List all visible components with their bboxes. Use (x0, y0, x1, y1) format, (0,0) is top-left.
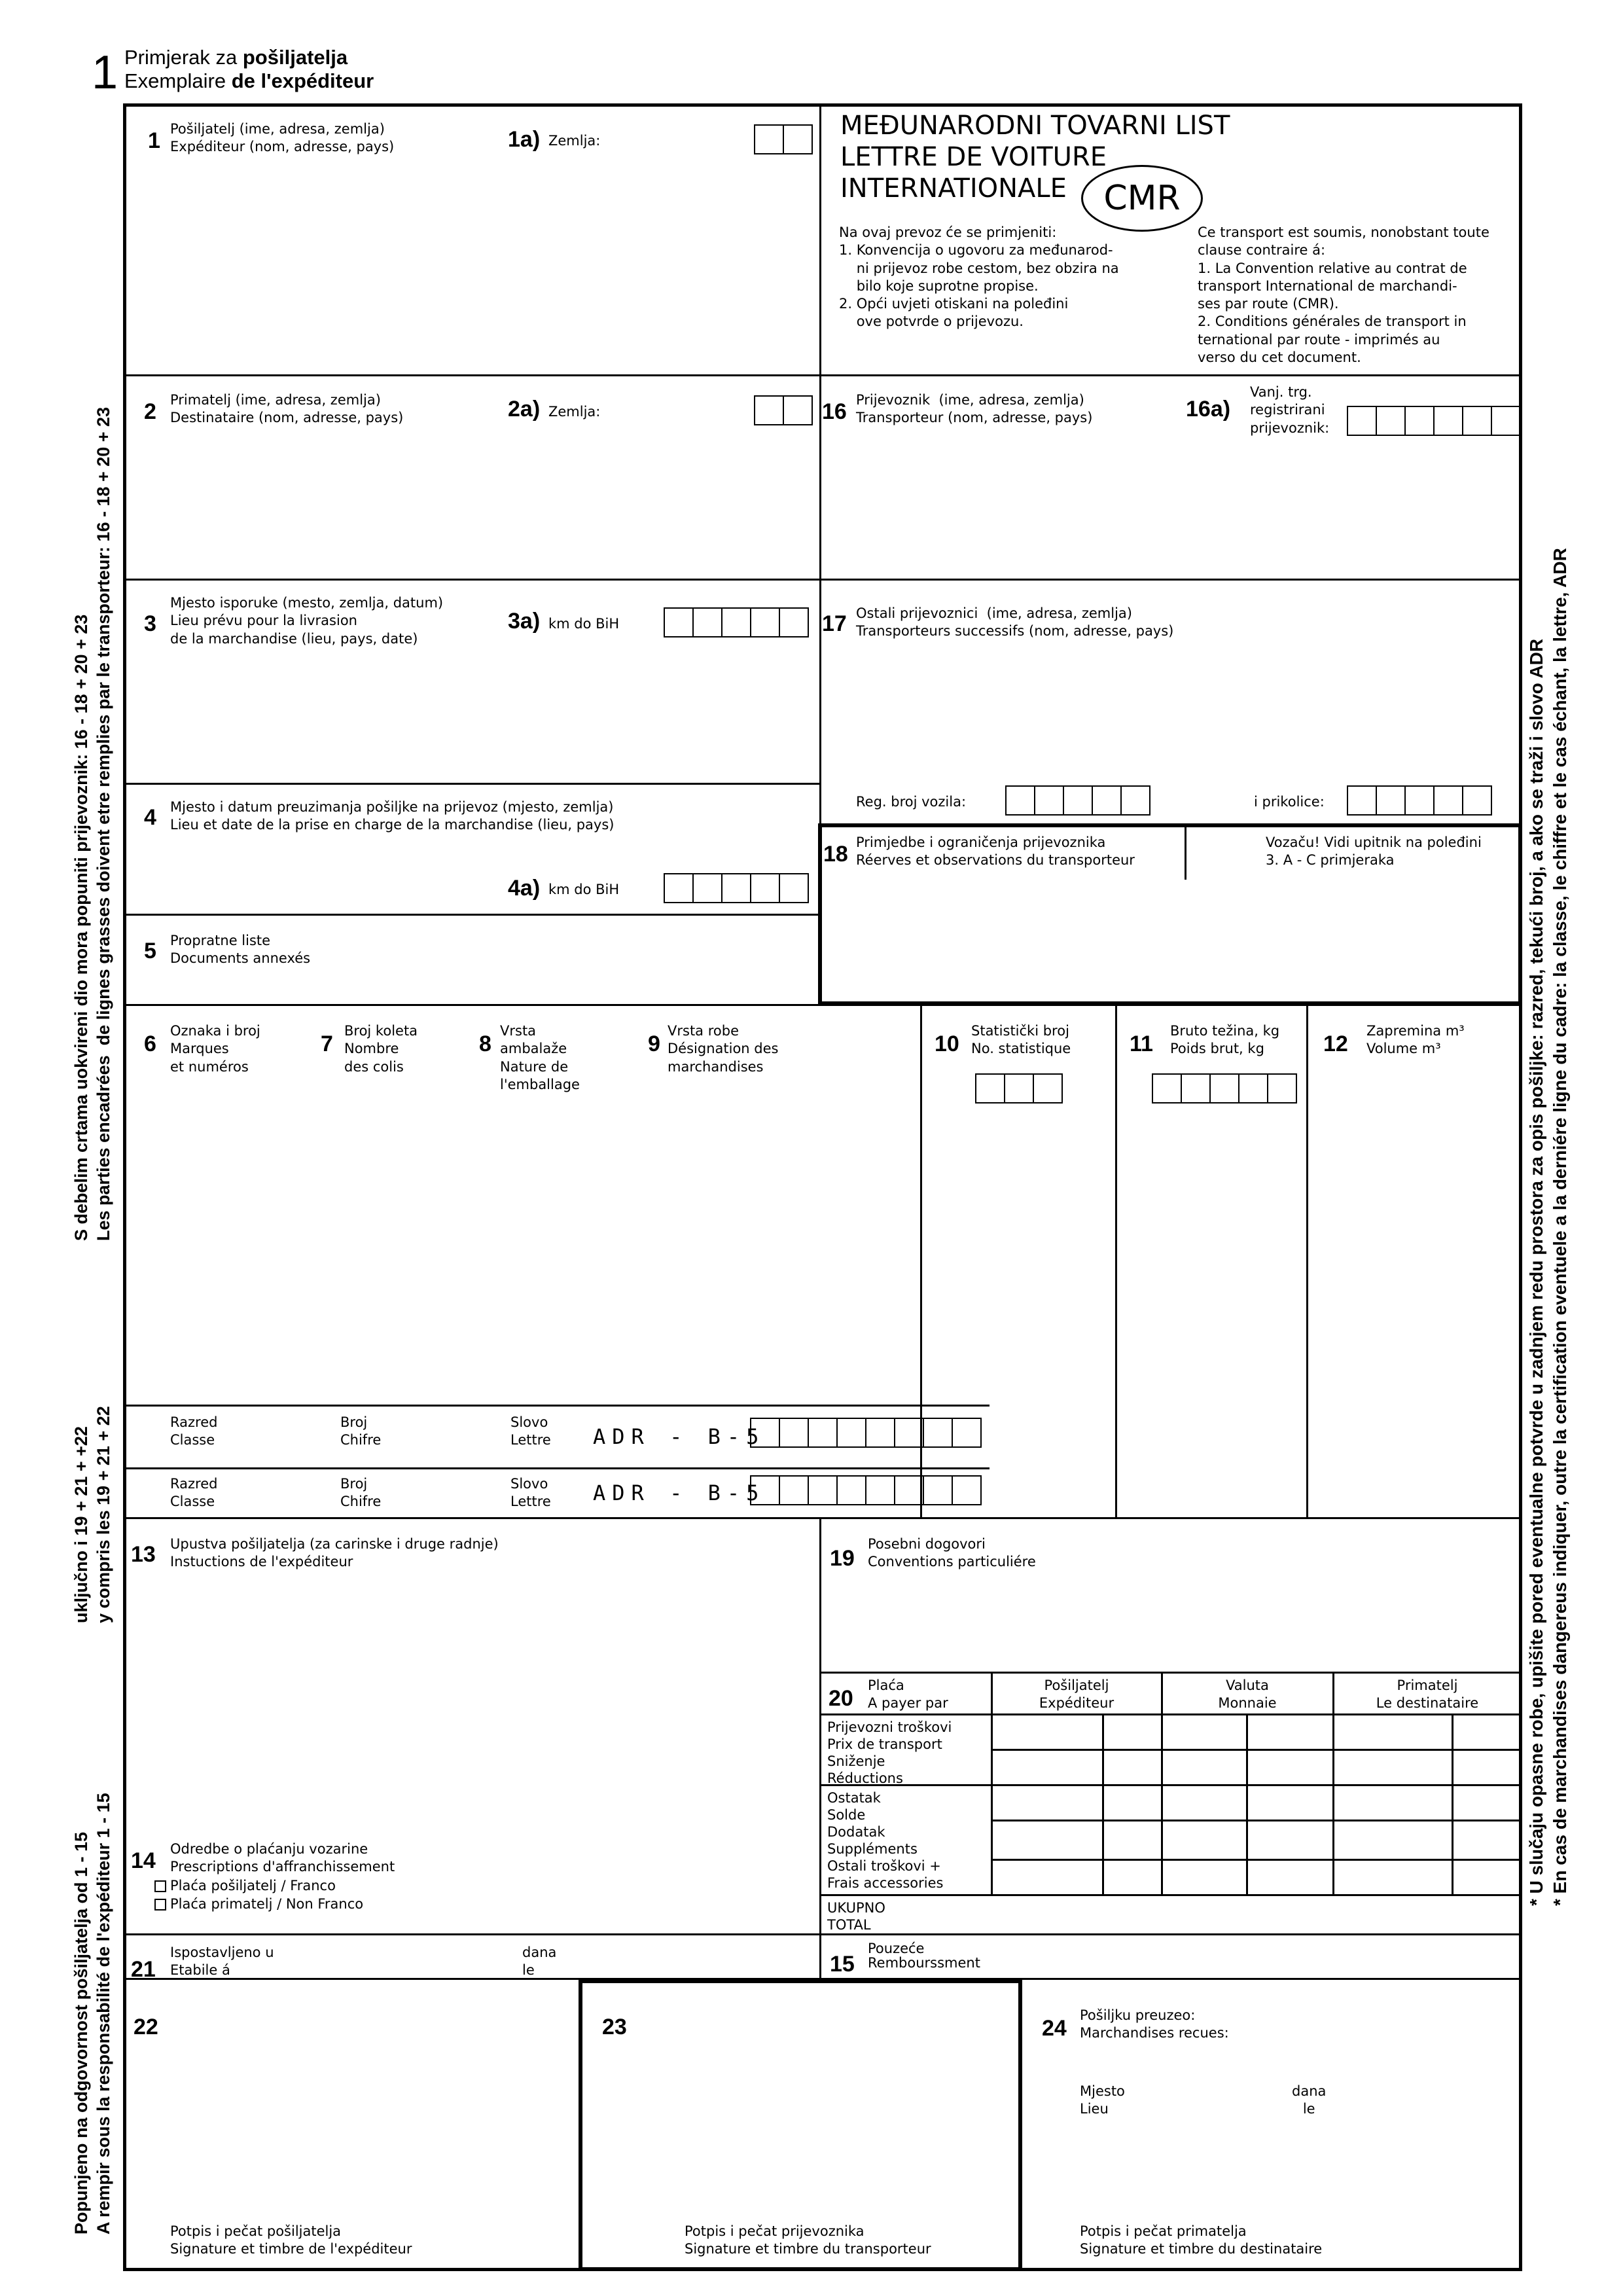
copy-line2-bold: de l'expéditeur (231, 69, 374, 92)
divider (124, 1517, 1521, 1519)
field-20-label: Plaća A payer par (868, 1677, 948, 1712)
franco-option[interactable] (154, 1877, 336, 1895)
divider (991, 1820, 1521, 1821)
divider (1306, 1005, 1308, 1517)
payer-col-recipient: Primatelj Le destinataire (1376, 1677, 1479, 1712)
field-16-number: 16 (822, 399, 847, 424)
field-4-number: 4 (144, 805, 156, 830)
field-7-number: 7 (321, 1031, 333, 1056)
divider (124, 1405, 990, 1407)
cmr-badge: CMR (1081, 165, 1203, 232)
field-6-number: 6 (144, 1031, 156, 1056)
field-5-number: 5 (144, 939, 156, 963)
field-10-boxes[interactable] (975, 1073, 1061, 1103)
field-4-label: Mjesto i datum preuzimanja pošiljke na prijevoz (mjesto, zemlja) Lieu et date de la prise en charge de la marchandise (lieu, pays) (170, 799, 615, 833)
field-21-number: 21 (131, 1957, 156, 1982)
field-24-place-label: Mjesto Lieu (1080, 2083, 1125, 2117)
field-21-date-label: dana le (522, 1945, 557, 1979)
field-23-number: 23 (602, 2015, 627, 2039)
field-5-label: Propratne liste Documents annexés (170, 933, 311, 967)
form-title-3: INTERNATIONALE (840, 173, 1067, 204)
field-3a-number: 3a) (508, 609, 541, 634)
field-24-date-label: dana le (1292, 2083, 1327, 2117)
field-19-number: 19 (830, 1546, 855, 1571)
field-21-label: Ispostavljeno u Etabile á (170, 1945, 274, 1979)
convention-bs: Na ovaj prevoz će se primjeniti: 1. Konvencija o ugovoru za međunarod- ni prijevoz robe cestom, bez obzira na bilo koje suprotne propise. 2. Opći uvjeti otiskani na poleđini ove potvrde o prijevozu. (839, 224, 1119, 330)
copy-line2-pre: Exemplaire (124, 69, 232, 92)
field-18-label: Primjedbe i ograničenja prijevoznika Réerves et observations du transporteur (856, 834, 1135, 869)
adr-razred-1: Razred Classe (170, 1414, 218, 1448)
field-3a-boxes[interactable] (664, 607, 808, 637)
field-16a-boxes[interactable] (1347, 406, 1520, 436)
field-16-label: Prijevoznik (ime, adresa, zemlja) Transporteur (nom, adresse, pays) (856, 392, 1093, 426)
field-1a-number: 1a) (508, 127, 541, 152)
field-16a-label: Vanj. trg. registrirani prijevoznik: (1250, 384, 1330, 436)
divider (124, 374, 1521, 376)
divider (124, 1933, 1521, 1935)
field-24-label: Pošiljku preuzeo: Marchandises recues: (1080, 2007, 1229, 2041)
divider (124, 783, 821, 785)
field-4a-boxes[interactable] (664, 873, 808, 903)
copy-number: 1 (92, 46, 118, 99)
copy-label (124, 46, 374, 92)
divider (991, 1749, 1521, 1751)
field-10-number: 10 (935, 1031, 959, 1056)
field-15-number: 15 (830, 1952, 855, 1977)
field-6-label: Oznaka i broj Marques et numéros (170, 1023, 260, 1075)
field-12-number: 12 (1323, 1031, 1348, 1056)
vehicle-reg-boxes[interactable] (1005, 785, 1149, 816)
field-22-number: 22 (134, 2015, 158, 2039)
payer-col-currency: Valuta Monnaie (1218, 1677, 1277, 1712)
divider (819, 1517, 821, 1978)
field-17-number: 17 (822, 611, 847, 636)
recipient-signature-label: Potpis i pečat primatelja Signature et timbre du destinataire (1080, 2223, 1323, 2257)
left-margin-note-bottom: Popunjeno na odgovornost pošiljatelja od 1 - 15 A rempir sous la responsabilité de l'expéditeur 1 - 15 (71, 1793, 113, 2234)
divider (1246, 1713, 1248, 1894)
field-1a-boxes[interactable] (754, 124, 812, 154)
franco-label: Plaća pošiljatelj / Franco (170, 1878, 336, 1893)
form-title-1: MEĐUNARODNI TOVARNI LIST (840, 111, 1230, 141)
driver-note: Vozaču! Vidi upitnik na poleđini 3. A - C primjeraka (1266, 834, 1482, 869)
divider (1115, 1005, 1117, 1517)
field-4a-label: km do BiH (548, 882, 620, 897)
field-11-label: Bruto težina, kg Poids brut, kg (1170, 1023, 1280, 1057)
divider (124, 579, 1521, 581)
adr-boxes-1[interactable] (750, 1418, 980, 1448)
field-17-label: Ostali prijevoznici (ime, adresa, zemlja) Transporteurs successifs (nom, adresse, pays) (856, 605, 1174, 639)
convention-fr: Ce transport est soumis, nonobstant toute clause contraire á: 1. La Convention relative au contrat de transport International de marchandi- ses par route (CMR). 2. Conditions générales de transport in ternational par route - imprimés au verso du cet document. (1198, 224, 1489, 366)
field-13-label: Upustva pošiljatelja (za carinske i druge radnje) Instuctions de l'expéditeur (170, 1536, 499, 1570)
form-title-2: LETTRE DE VOITURE (840, 142, 1107, 172)
divider (1452, 1713, 1454, 1894)
field-2-label: Primatelj (ime, adresa, zemlja) Destinataire (nom, adresse, pays) (170, 392, 404, 426)
divider (821, 1894, 1521, 1896)
divider (124, 914, 821, 916)
field-8-label: Vrsta ambalaže Nature de l'emballage (500, 1023, 580, 1092)
adr-slovo-1: Slovo Lettre (510, 1414, 551, 1448)
divider (124, 1467, 990, 1469)
field-9-label: Vrsta robe Désignation des marchandises (668, 1023, 779, 1075)
non-franco-checkbox[interactable] (154, 1899, 166, 1910)
field-4a-number: 4a) (508, 876, 541, 901)
trailer-boxes[interactable] (1347, 785, 1491, 816)
field-14-number: 14 (131, 1848, 156, 1873)
left-margin-note-top: S debelim crtama uokvireni dio mora popuniti prijevoznik: 16 - 18 + 20 + 23 Les parties encadrées de lignes grasses doivent etre remplies par le transporteur: 16 - 18 + 20 + 23 (71, 406, 113, 1241)
divider (991, 1859, 1521, 1861)
adr-code-2: ADR - B-5 (593, 1480, 766, 1505)
field-13-number: 13 (131, 1542, 156, 1567)
field-10-label: Statistički broj No. statistique (971, 1023, 1071, 1057)
right-margin-note: * U slučaju opasne robe, upišite pored eventualne potvrde u zadnjem redu prostora za opis pošiljke: razred, tekući broj, a ako se traži i slovo ADR * En cas de marchandises dangereus indiquer, outre la certification eventuele a la derniére ligne du cadre: la classe, le chiffre et le cas échant, la lettre, ADR (1526, 548, 1571, 1906)
field-8-number: 8 (479, 1031, 491, 1056)
field-1-label: Pošiljatelj (ime, adresa, zemlja) Expéditeur (nom, adresse, pays) (170, 121, 395, 155)
field-1a-label: Zemlja: (548, 133, 601, 149)
carrier-signature-label: Potpis i pečat prijevoznika Signature et timbre du transporteur (685, 2223, 931, 2257)
field-9-number: 9 (648, 1031, 660, 1056)
field-24-number: 24 (1042, 2016, 1067, 2041)
divider (821, 1713, 1521, 1715)
field-3-label: Mjesto isporuke (mesto, zemlja, datum) Lieu prévu pour la livrasion de la marchandise (lieu, pays, date) (170, 595, 444, 647)
charges-row-balance: Ostatak Solde Dodatak Suppléments Ostali troškovi + Frais accessories (827, 1790, 944, 1892)
franco-checkbox[interactable] (154, 1880, 166, 1892)
field-2a-number: 2a) (508, 397, 541, 422)
charges-row-total: UKUPNO TOTAL (827, 1900, 885, 1933)
copy-line1-bold: pošiljatelja (242, 46, 348, 69)
field-3a-label: km do BiH (548, 616, 620, 632)
adr-code-1: ADR - B-5 (593, 1424, 766, 1449)
adr-broj-1: Broj Chifre (340, 1414, 382, 1448)
field-19-label: Posebni dogovori Conventions particuliére (868, 1536, 1036, 1570)
field-20-number: 20 (829, 1686, 853, 1711)
copy-line1-pre: Primjerak za (124, 46, 243, 69)
field-7-label: Broj koleta Nombre des colis (344, 1023, 418, 1075)
field-14-label: Odredbe o plaćanju vozarine Prescriptions d'affranchissement (170, 1841, 395, 1875)
adr-razred-2: Razred Classe (170, 1476, 218, 1510)
field-1-number: 1 (148, 128, 160, 153)
trailer-label: i prikolice: (1254, 794, 1325, 810)
adr-boxes-2[interactable] (750, 1475, 980, 1505)
left-margin-note-middle: uključno i 19 + 21 + +22 y compris les 19 + 21 + 22 (71, 1406, 113, 1623)
sender-signature-label: Potpis i pečat pošiljatelja Signature et timbre de l'expéditeur (170, 2223, 412, 2257)
field-2a-label: Zemlja: (548, 404, 601, 420)
field-18-number: 18 (823, 842, 848, 867)
field-3-number: 3 (144, 611, 156, 636)
charges-row-transport: Prijevozni troškovi Prix de transport Sniženje Réductions (827, 1719, 952, 1787)
adr-slovo-2: Slovo Lettre (510, 1476, 551, 1510)
divider (821, 1672, 1521, 1674)
payer-col-sender: Pošiljatelj Expéditeur (1039, 1677, 1115, 1712)
non-franco-option[interactable] (154, 1895, 363, 1913)
field-2a-boxes[interactable] (754, 395, 812, 425)
field-12-label: Zapremina m³ Volume m³ (1366, 1023, 1465, 1057)
non-franco-label: Plaća primatelj / Non Franco (170, 1896, 364, 1912)
adr-broj-2: Broj Chifre (340, 1476, 382, 1510)
vehicle-reg-label: Reg. broj vozila: (856, 794, 967, 810)
field-15-label: Pouzeće Rembourssment (868, 1941, 980, 1971)
field-11-boxes[interactable] (1152, 1073, 1296, 1103)
field-2-number: 2 (144, 399, 156, 424)
divider (1102, 1713, 1104, 1894)
field-11-number: 11 (1130, 1031, 1153, 1056)
field-16a-number: 16a) (1186, 397, 1231, 422)
